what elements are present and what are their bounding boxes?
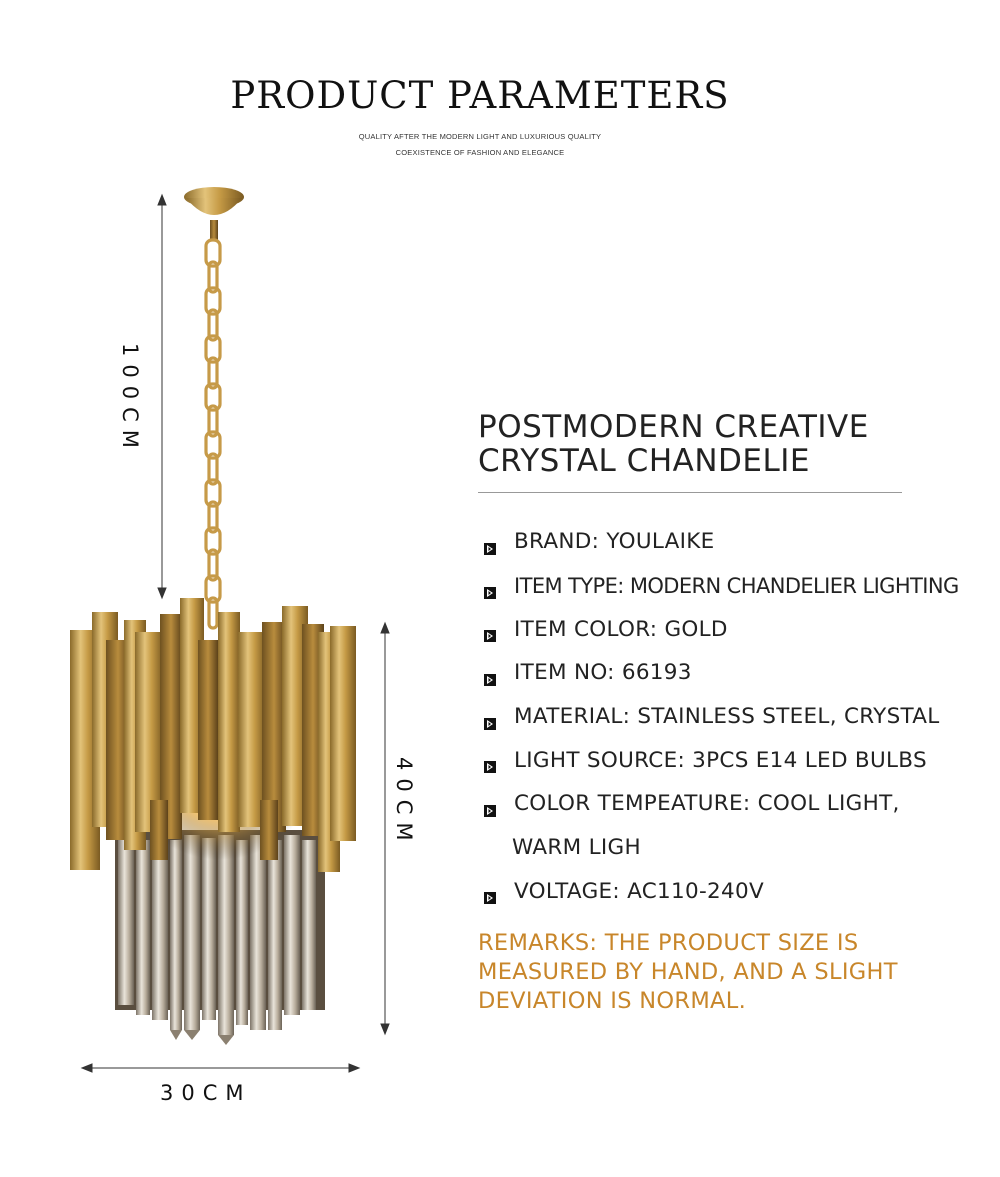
spec-text: LIGHT SOURCE: 3PCS E14 LED BULBS bbox=[514, 747, 927, 773]
arrow-bullet-icon bbox=[484, 536, 496, 548]
spec-item-voltage bbox=[482, 870, 1000, 914]
arrow-bullet-icon bbox=[484, 798, 496, 810]
spec-text: ITEM COLOR: GOLD bbox=[514, 616, 728, 642]
remarks-note bbox=[478, 929, 958, 1016]
spec-text: ITEM TYPE: MODERN CHANDELIER LIGHTING bbox=[514, 573, 959, 598]
spec-text: WARM LIGH bbox=[512, 835, 641, 861]
product-title-line2: CRYSTAL CHANDELIE bbox=[478, 443, 810, 479]
spec-item-color bbox=[482, 607, 1000, 651]
arrow-bullet-icon bbox=[484, 885, 496, 897]
arrow-bullet-icon bbox=[484, 754, 496, 766]
spec-item-material bbox=[482, 695, 1000, 739]
spec-text: ITEM NO: 66193 bbox=[514, 660, 692, 686]
spec-text: BRAND: YOULAIKE bbox=[514, 529, 715, 555]
spec-text: COLOR TEMPEATURE: COOL LIGHT, bbox=[514, 791, 900, 817]
remarks-line2: MEASURED BY HAND, AND A SLIGHT bbox=[478, 959, 898, 985]
page-subtitle-line1: QUALITY AFTER THE MODERN LIGHT AND LUXURIOUS QUALITY bbox=[358, 132, 602, 141]
arrow-bullet-icon bbox=[484, 580, 496, 592]
spec-item-number bbox=[482, 651, 1000, 695]
page-title: PRODUCT PARAMETERS bbox=[230, 74, 730, 117]
product-title-line1: POSTMODERN CREATIVE bbox=[478, 409, 869, 445]
dimension-chain-height: 100CM bbox=[118, 343, 142, 456]
dimension-body-height: 40CM bbox=[392, 757, 416, 849]
arrow-bullet-icon bbox=[484, 623, 496, 635]
arrow-bullet-icon bbox=[484, 711, 496, 723]
chandelier-image bbox=[0, 0, 460, 1173]
spec-item-color-temperature bbox=[482, 782, 1000, 826]
page-subtitle-line2: COEXISTENCE OF FASHION AND ELEGANCE bbox=[395, 148, 565, 157]
spec-item-continuation bbox=[482, 826, 1000, 870]
remarks-line1: REMARKS: THE PRODUCT SIZE IS bbox=[478, 930, 859, 956]
spec-text: VOLTAGE: AC110-240V bbox=[514, 878, 764, 904]
spec-text: MATERIAL: STAINLESS STEEL, CRYSTAL bbox=[514, 704, 940, 730]
dimension-width: 30CM bbox=[160, 1081, 252, 1105]
remarks-line3: DEVIATION IS NORMAL. bbox=[478, 988, 747, 1014]
title-divider bbox=[478, 492, 902, 493]
product-title bbox=[478, 410, 948, 478]
chandelier-illustration bbox=[0, 0, 460, 1173]
spec-list bbox=[482, 520, 1000, 913]
spec-item-light-source bbox=[482, 738, 1000, 782]
arrow-bullet-icon bbox=[484, 667, 496, 679]
spec-item-brand bbox=[482, 520, 1000, 564]
spec-item-type bbox=[482, 564, 1000, 608]
